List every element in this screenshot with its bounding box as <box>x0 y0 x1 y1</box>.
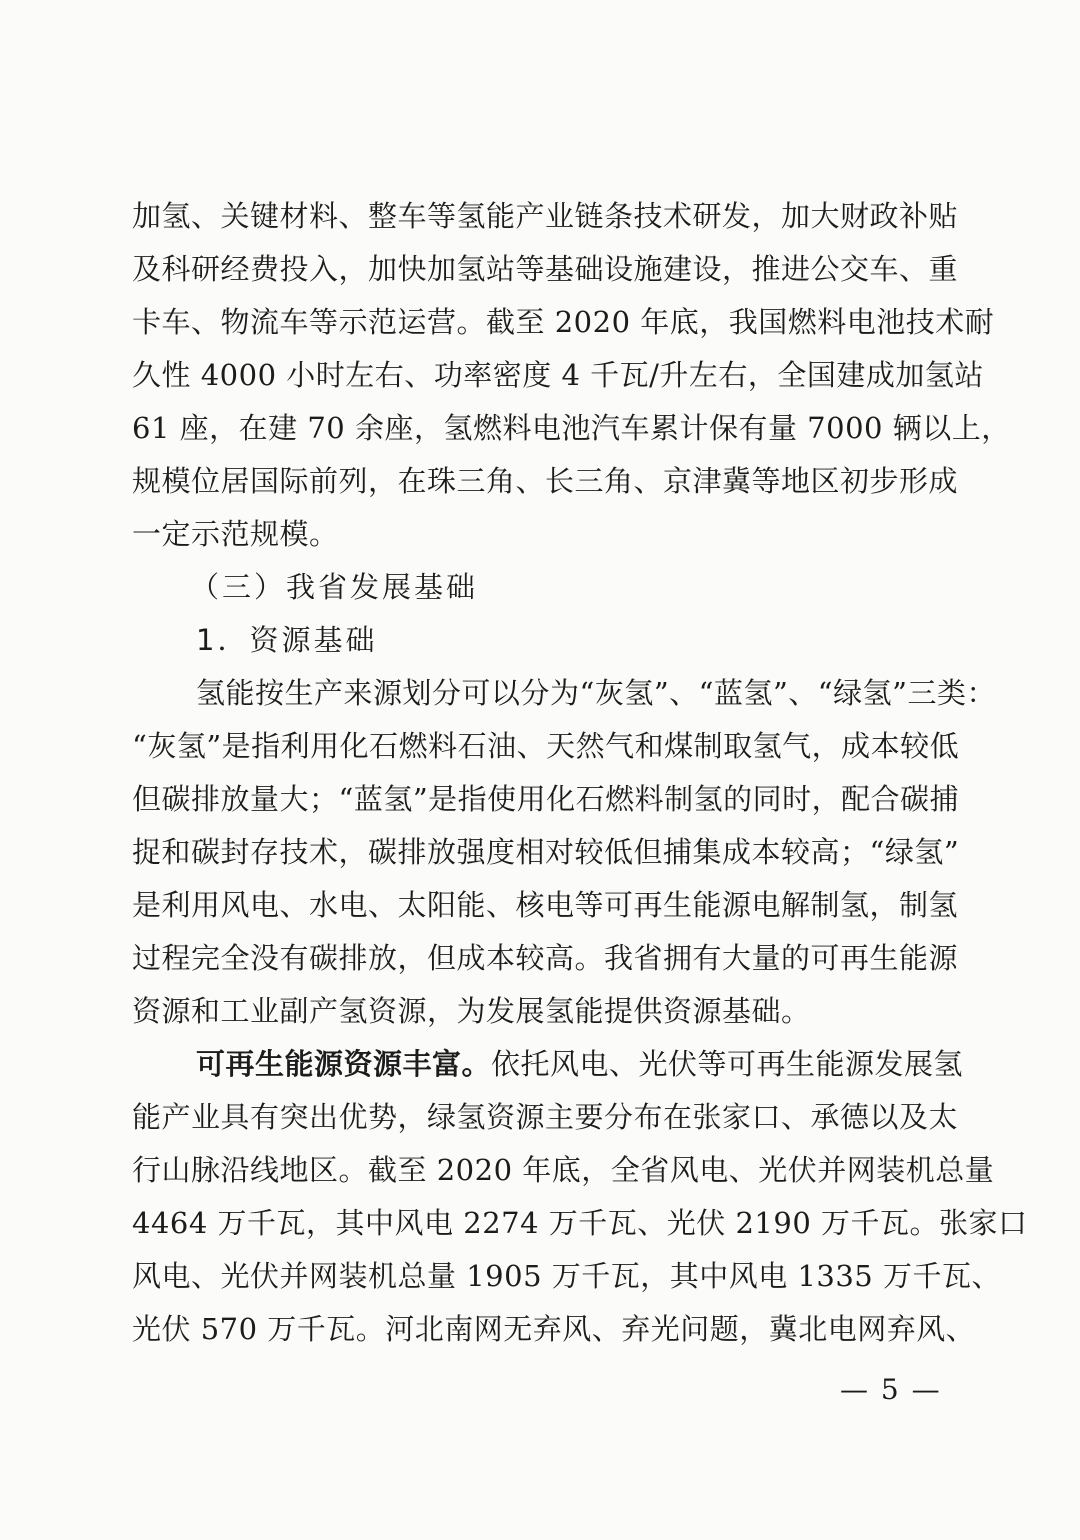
paragraph-line: 风电、光伏并网装机总量 1905 万千瓦，其中风电 1335 万千瓦、 <box>132 1259 1001 1293</box>
page-number: — 5 — <box>840 1373 942 1406</box>
paragraph-line: 氢能按生产来源划分可以分为“灰氢”、“蓝氢”、“绿氢”三类： <box>196 676 996 710</box>
paragraph-line: 但碳排放量大；“蓝氢”是指使用化石燃料制氢的同时，配合碳捕 <box>132 782 960 816</box>
paragraph-line: 资源和工业副产氢资源，为发展氢能提供资源基础。 <box>132 994 811 1028</box>
paragraph-line: 光伏 570 万千瓦。河北南网无弃风、弃光问题，冀北电网弃风、 <box>132 1312 976 1346</box>
paragraph-line: 行山脉沿线地区。截至 2020 年底，全省风电、光伏并网装机总量 <box>132 1153 995 1187</box>
paragraph-line-rest: 依托风电、光伏等可再生能源发展氢 <box>491 1047 964 1081</box>
paragraph-lead-phrase: 可再生能源资源丰富。 <box>196 1047 492 1081</box>
paragraph-line: 是利用风电、水电、太阳能、核电等可再生能源电解制氢，制氢 <box>132 888 959 922</box>
paragraph-line: 4464 万千瓦，其中风电 2274 万千瓦、光伏 2190 万千瓦。张家口 <box>132 1206 1028 1240</box>
paragraph-line: 61 座，在建 70 余座，氢燃料电池汽车累计保有量 7000 辆以上， <box>132 411 1011 445</box>
paragraph-line: 及科研经费投入，加快加氢站等基础设施建设，推进公交车、重 <box>132 252 959 286</box>
subsection-heading: 1．资源基础 <box>196 623 378 657</box>
section-heading: （三）我省发展基础 <box>190 570 479 604</box>
paragraph-line: 久性 4000 小时左右、功率密度 4 千瓦/升左右，全国建成加氢站 <box>132 358 984 392</box>
paragraph-line: “灰氢”是指利用化石燃料石油、天然气和煤制取氢气，成本较低 <box>132 729 960 763</box>
paragraph-line: 过程完全没有碳排放，但成本较高。我省拥有大量的可再生能源 <box>132 941 959 975</box>
paragraph-line: 加氢、关键材料、整车等氢能产业链条技术研发，加大财政补贴 <box>132 199 959 233</box>
paragraph-line: 卡车、物流车等示范运营。截至 2020 年底，我国燃料电池技术耐 <box>132 305 995 339</box>
paragraph-first-line <box>196 1044 964 1084</box>
paragraph-line: 规模位居国际前列，在珠三角、长三角、京津冀等地区初步形成 <box>132 464 959 498</box>
paragraph-line: 能产业具有突出优势，绿氢资源主要分布在张家口、承德以及太 <box>132 1100 959 1134</box>
paragraph-line: 捉和碳封存技术，碳排放强度相对较低但捕集成本较高；“绿氢” <box>132 835 960 869</box>
paragraph-line: 一定示范规模。 <box>132 517 339 551</box>
